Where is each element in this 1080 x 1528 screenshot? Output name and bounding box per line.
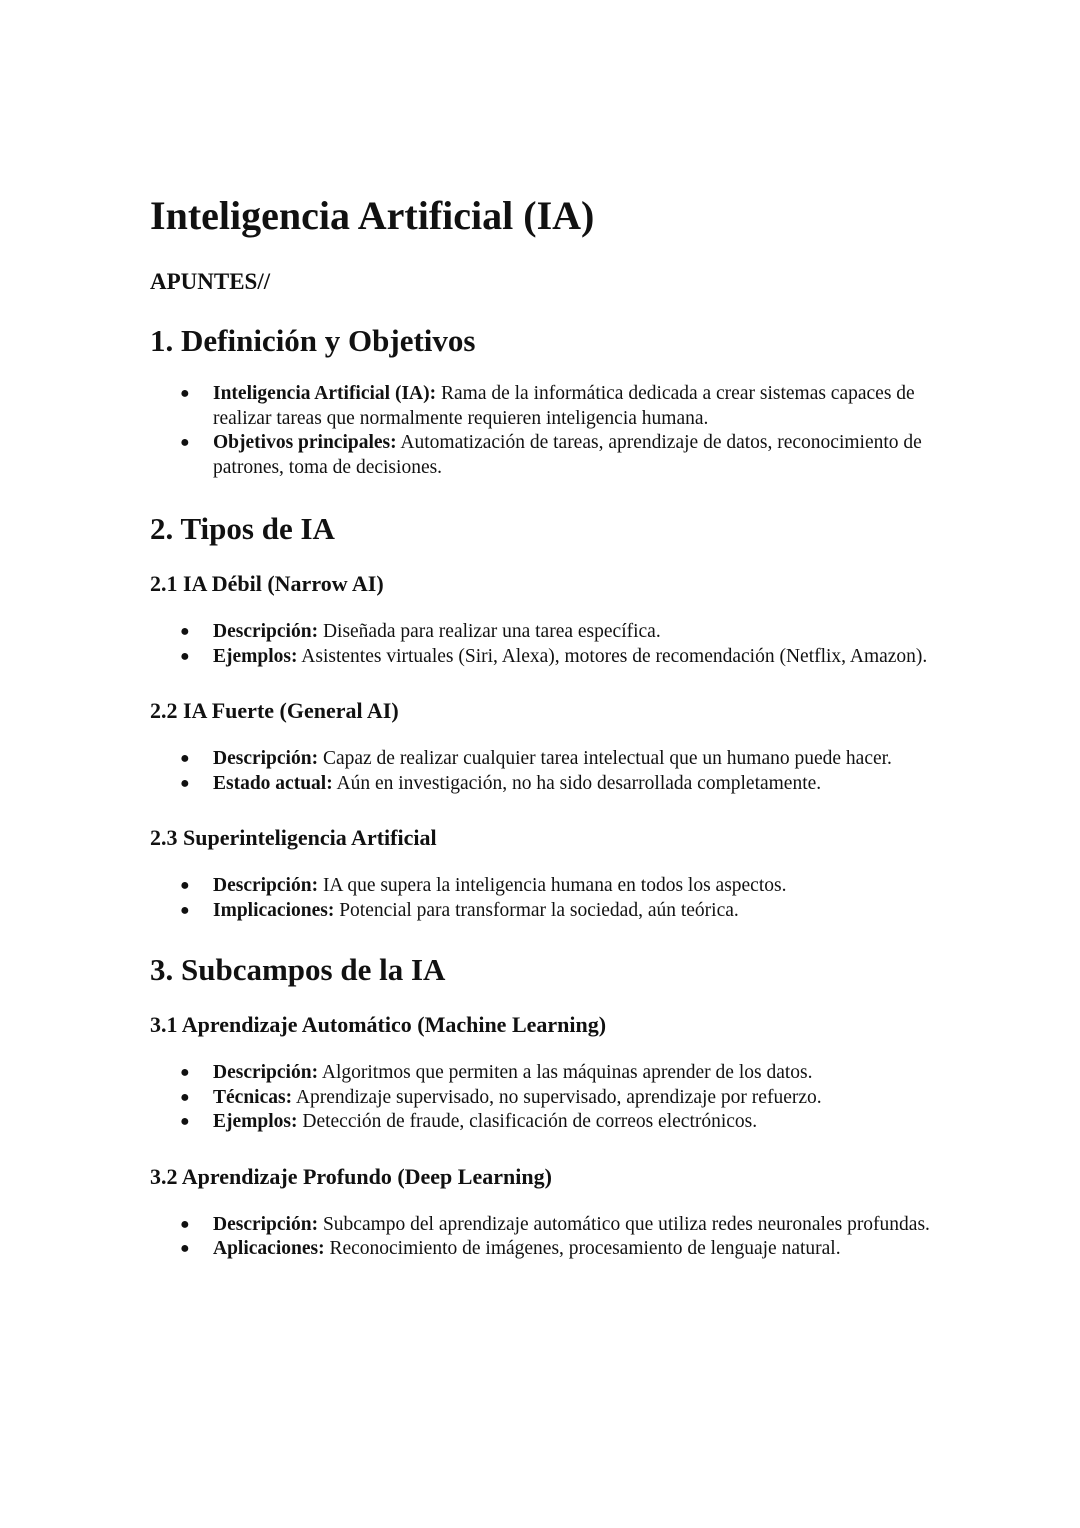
item-label: Estado actual:: [213, 772, 333, 794]
bullet-list: [150, 874, 930, 923]
item-text: Reconocimiento de imágenes, procesamiento de lenguaje natural.: [324, 1238, 841, 1259]
item-label: Aplicaciones:: [213, 1238, 325, 1259]
bullet-icon: ●: [180, 1113, 190, 1130]
subsection-heading: 2.2 IA Fuerte (General AI): [150, 698, 399, 723]
bullet-icon: ●: [180, 647, 190, 665]
bullet-list: [150, 1213, 930, 1262]
document-title: Inteligencia Artificial (IA): [150, 193, 595, 238]
list-item: [150, 382, 930, 431]
bullet-icon: ●: [180, 623, 190, 640]
bullet-list: [150, 382, 930, 480]
item-text: Rama de la informática dedicada a crear sistemas capaces de realizar tareas que normalmente requieren inteligencia humana.: [213, 383, 915, 429]
bullet-icon: ●: [180, 901, 190, 919]
item-label: Técnicas:: [213, 1086, 293, 1108]
item-label: Objetivos principales:: [213, 432, 397, 453]
list-item: [150, 747, 930, 772]
item-text: Subcampo del aprendizaje automático que utiliza redes neuronales profundas.: [318, 1213, 930, 1235]
document-subtitle: APUNTES//: [150, 269, 271, 294]
bullet-icon: ●: [180, 750, 190, 767]
item-text: Automatización de tareas, aprendizaje de datos, reconocimiento de patrones, toma de decisiones.: [213, 432, 922, 478]
list-item: [150, 1213, 930, 1238]
subsection-heading: 2.1 IA Débil (Narrow AI): [150, 571, 384, 596]
list-item: [150, 431, 930, 480]
bullet-icon: ●: [180, 1215, 190, 1233]
bullet-list: [150, 620, 930, 669]
section-subcampos: [150, 951, 930, 1262]
item-text: IA que supera la inteligencia humana en todos los aspectos.: [318, 875, 787, 896]
list-item: [150, 1086, 930, 1111]
item-text: Detección de fraude, clasificación de correos electrónicos.: [297, 1111, 758, 1132]
bullet-icon: ●: [180, 1064, 190, 1081]
list-item: [150, 620, 930, 645]
section-definicion: [150, 322, 930, 480]
item-label: Ejemplos:: [213, 645, 298, 667]
item-label: Descripción:: [213, 1213, 319, 1235]
bullet-icon: ●: [180, 1240, 190, 1257]
item-label: Implicaciones:: [213, 899, 335, 921]
item-text: Diseñada para realizar una tarea específica.: [318, 621, 661, 642]
list-item: [150, 899, 930, 924]
list-item: [150, 1061, 930, 1086]
item-label: Descripción:: [213, 875, 319, 896]
item-text: Aprendizaje supervisado, no supervisado, aprendizaje por refuerzo.: [292, 1086, 822, 1108]
item-text: Capaz de realizar cualquier tarea intelectual que un humano puede hacer.: [318, 748, 892, 769]
bullet-list: [150, 1061, 930, 1135]
item-label: Inteligencia Artificial (IA):: [213, 383, 437, 404]
bullet-icon: ●: [180, 774, 190, 792]
item-text: Potencial para transformar la sociedad, aún teórica.: [334, 899, 739, 921]
subsection-heading: 3.2 Aprendizaje Profundo (Deep Learning): [150, 1163, 552, 1189]
list-item: [150, 1237, 930, 1262]
section-heading: 2. Tipos de IA: [150, 511, 335, 546]
list-item: [150, 874, 930, 899]
bullet-icon: ●: [180, 1088, 190, 1106]
list-item: [150, 1110, 930, 1135]
item-label: Descripción:: [213, 1062, 319, 1083]
item-text: Aún en investigación, no ha sido desarrollada completamente.: [332, 772, 822, 794]
subsection-heading: 3.1 Aprendizaje Automático (Machine Learning): [150, 1012, 607, 1037]
list-item: [150, 772, 930, 797]
document-page: [150, 192, 930, 1290]
section-tipos: [150, 510, 930, 923]
bullet-icon: ●: [180, 385, 190, 402]
item-label: Ejemplos:: [213, 1111, 298, 1132]
subsection-heading: 2.3 Superinteligencia Artificial: [150, 825, 437, 850]
item-text: Algoritmos que permiten a las máquinas aprender de los datos.: [318, 1062, 813, 1083]
list-item: [150, 645, 930, 670]
item-label: Descripción:: [213, 621, 319, 642]
section-heading: 3. Subcampos de la IA: [150, 952, 446, 987]
item-text: Asistentes virtuales (Siri, Alexa), motores de recomendación (Netflix, Amazon).: [297, 645, 928, 667]
bullet-icon: ●: [180, 434, 190, 451]
bullet-icon: ●: [180, 877, 190, 894]
bullet-list: [150, 747, 930, 796]
section-heading: 1. Definición y Objetivos: [150, 323, 476, 358]
item-label: Descripción:: [213, 748, 319, 769]
